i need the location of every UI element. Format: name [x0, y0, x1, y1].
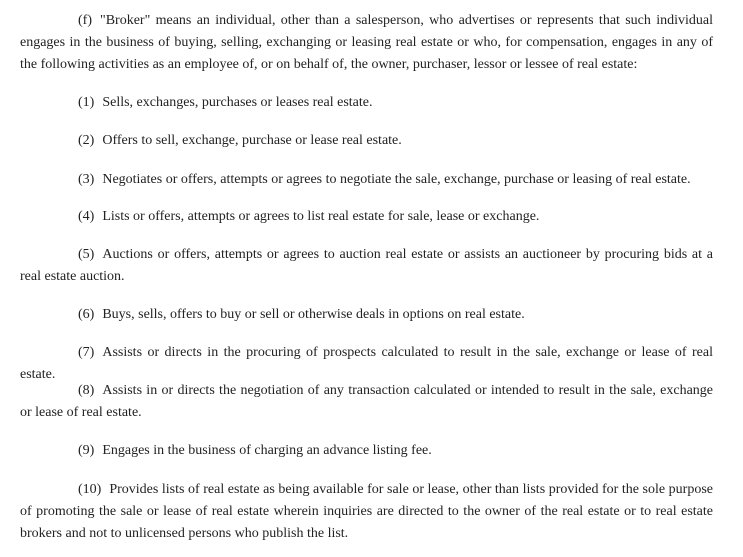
- paragraph-text: Negotiates or offers, attempts or agrees to negotiate the sale, exchange, purchase or leasing of real estate.: [102, 172, 691, 187]
- paragraph-4: [20, 206, 713, 228]
- paragraph-9: [20, 440, 713, 462]
- paragraph-1: [20, 92, 713, 114]
- paragraph-text: Sells, exchanges, purchases or leases real estate.: [102, 95, 373, 110]
- paragraph-number: (7): [78, 345, 95, 360]
- paragraph-number: (4): [78, 209, 95, 224]
- paragraph-text: Assists in or directs the negotiation of any transaction calculated or intended to result in the sale, exchange or lease of real estate.: [20, 383, 713, 420]
- paragraph-text: "Broker" means an individual, other than a salesperson, who advertises or represents that such individual engages in the business of buying, selling, exchanging or leasing real estate or who, for compensation, engages in any of the following activities as an employee of, or on behalf of, the owner, purchaser, lessor or lessee of real estate:: [20, 13, 713, 72]
- paragraph-text: Auctions or offers, attempts or agrees to auction real estate or assists an auctioneer by procuring bids at a real estate auction.: [20, 247, 713, 284]
- paragraph-number: (9): [78, 443, 95, 458]
- paragraph-text: Engages in the business of charging an advance listing fee.: [102, 443, 432, 458]
- paragraph-number: (6): [78, 307, 95, 322]
- paragraph-text: Assists or directs in the procuring of prospects calculated to result in the sale, exchange or lease of real estate.: [20, 345, 713, 382]
- paragraph-number: (2): [78, 133, 95, 148]
- paragraph-6: [20, 304, 713, 326]
- paragraph-number: (5): [78, 247, 95, 262]
- paragraph-3: [20, 169, 713, 191]
- paragraph-text: Offers to sell, exchange, purchase or lease real estate.: [102, 133, 402, 148]
- paragraph-number: (f): [78, 13, 92, 28]
- paragraph-5: [20, 244, 713, 288]
- paragraph-number: (8): [78, 383, 95, 398]
- paragraph-text: Lists or offers, attempts or agrees to list real estate for sale, lease or exchange.: [102, 209, 540, 224]
- paragraph-10: [20, 479, 713, 545]
- paragraph-number: (1): [78, 95, 95, 110]
- paragraph-f: [20, 10, 713, 76]
- paragraph-8: [20, 380, 713, 424]
- paragraph-number: (10): [78, 482, 102, 497]
- paragraph-text: Provides lists of real estate as being available for sale or lease, other than lists provided for the sole purpose of promoting the sale or lease of real estate wherein inquiries are directed to the owner of the real estate or to real estate brokers and not to unlicensed persons who publish the list.: [20, 482, 713, 541]
- paragraph-number: (3): [78, 172, 95, 187]
- paragraph-2: [20, 130, 713, 152]
- paragraph-text: Buys, sells, offers to buy or sell or otherwise deals in options on real estate.: [102, 307, 525, 322]
